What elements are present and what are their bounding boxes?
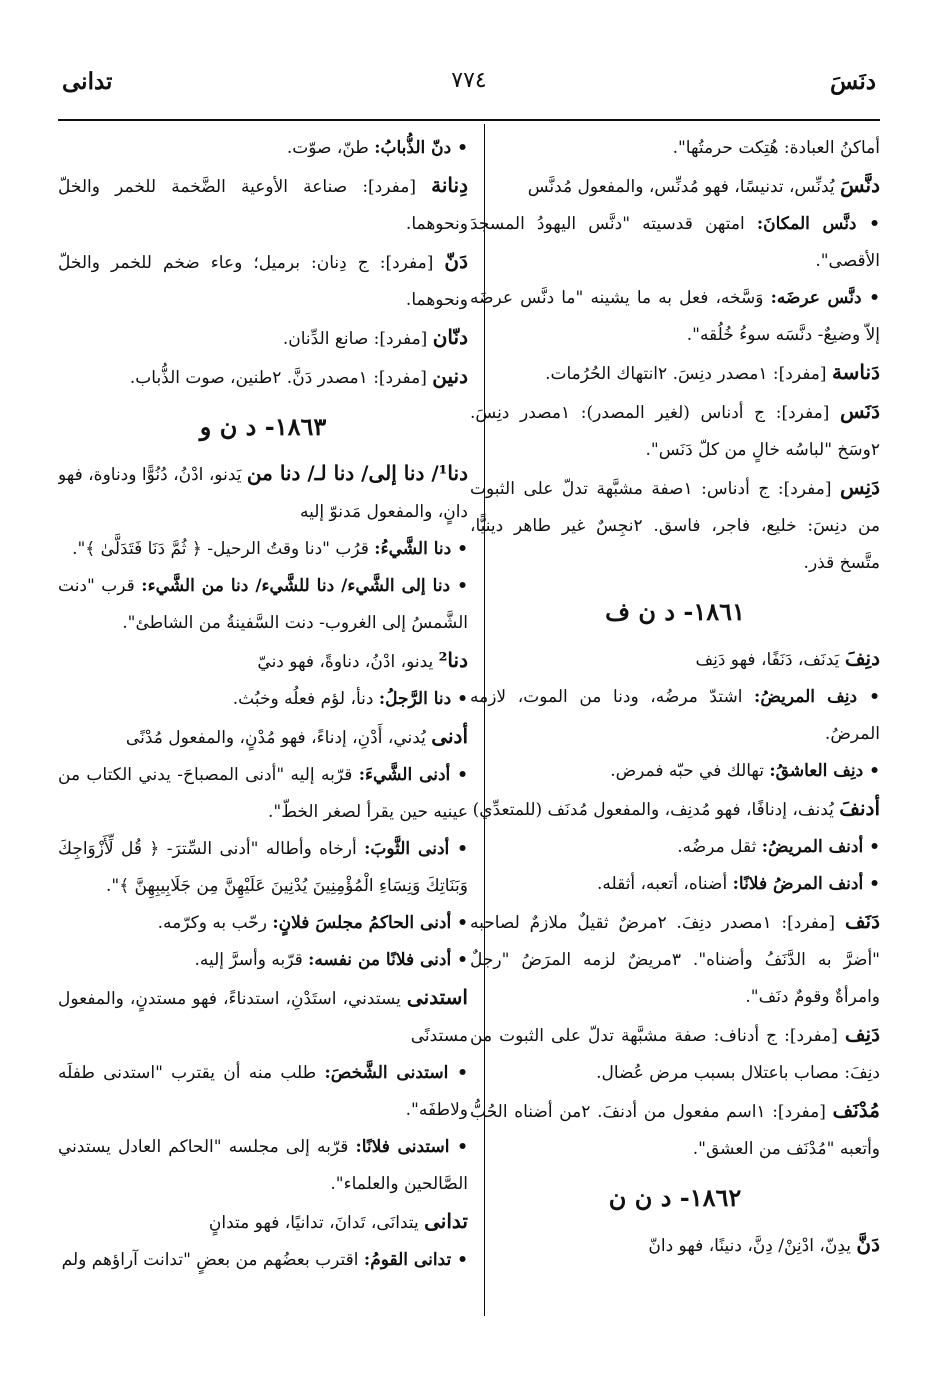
sense-example: • أدنف المرضُ فلانًا: — [732, 874, 880, 894]
definition-text: طلب منه أن يقترب "استدنى طفلَه ولاطفَه". — [58, 1063, 468, 1120]
dictionary-entry — [58, 167, 468, 243]
definition-text: يستدني، استَدْنِ، استدناءً، فهو مستدنٍ، والمفعول مستدنًى — [58, 989, 468, 1046]
right-column — [470, 130, 880, 1320]
definition-text: قرُب "دنا وقتُ الرحيل- ﴿ ثُمَّ دَنَا فَتَدَلَّىٰ ﴾". — [72, 539, 375, 559]
definition-text: [مفرد]: ١مصدر دنِفَ. ٢مرضٌ ثقيلٌ ملازمٌ لصاحبه "أضرَّ به الدَّنَفُ وأضناه". ٣مريضٌ لزمه المرَضُ "رجلٌ وامرأةٌ وقومٌ دنَف". — [470, 913, 880, 1007]
definition-text: [مفرد]: صناعة الأوعية الضَّخمة للخمر والخلّ ونحوهما. — [58, 177, 468, 234]
sense-example: • دنَّس عرضَه: — [770, 288, 880, 308]
headword: دنا² — [438, 648, 468, 672]
definition-text: [مفرد]: ١مصدر دنِسَ. ٢انتهاك الحُرُمات. — [545, 364, 832, 384]
definition-text: [مفرد]: ج أدناف: صفة مشبَّهة تدلّ على الثبوت من دنِفَ: مصاب باعتلال بسبب مرض عُضال. — [470, 1026, 880, 1083]
sense-example: • دنا الرَّجلُ: — [378, 689, 468, 709]
dictionary-entry — [58, 1055, 468, 1129]
dictionary-entry — [470, 280, 880, 354]
dictionary-entry — [58, 568, 468, 642]
dictionary-entry — [58, 1242, 468, 1279]
definition-text: دنأ، لؤم فعلُه وخبُث. — [232, 689, 379, 709]
definition-text: طنّ، صوّت. — [286, 138, 375, 158]
headword: أدنفَ — [839, 796, 880, 820]
dictionary-entry — [58, 319, 468, 358]
definition-text: [مفرد]: صانع الدِّنان. — [282, 329, 433, 349]
dictionary-entry — [470, 469, 880, 582]
dictionary-entry — [58, 979, 468, 1055]
sense-example: • استدنى الشَّخصَ: — [324, 1063, 468, 1083]
definition-text: قرّبه وأسرَّ إليه. — [194, 950, 309, 970]
headword: دِنانة — [431, 173, 468, 197]
definition-text: [مفرد]: ج دِنان: برميل؛ وعاء ضخم للخمر والخلّ ونحوهما. — [58, 253, 468, 310]
definition-text: أماكنُ العبادة: هُتِكت حرمتُها". — [672, 138, 880, 158]
definition-text: [مفرد]: ١اسم مفعول من أدنفَ. ٢من أضناه الحُبُّ وأتعبه "مُدْنَف من العشق". — [470, 1102, 880, 1159]
definition-text: [مفرد]: ج أدناس (لغير المصدر): ١مصدر دنِسَ. ٢وسَخ "لباسُه خالٍ من كلّ دَنَس". — [470, 403, 880, 460]
dictionary-entry — [470, 903, 880, 1016]
definition-text: يَدنو، ادْنُ، دُنُوًّا ودناوة، فهو دانٍ، والمفعول مَدنوّ إليه — [58, 465, 468, 522]
definition-text: يُدني، أَدْنِ، إدناءً، فهو مُدْنٍ، والمفعول مُدْنًى — [125, 728, 432, 748]
dictionary-entry — [58, 757, 468, 831]
sense-example: • أدنى الحاكمُ مجلسَ فلانٍ: — [272, 913, 468, 933]
sense-example: • دنِف المريضُ: — [754, 687, 880, 707]
headword: أدنى — [431, 724, 468, 748]
sense-example: • تدانى القومُ: — [363, 1250, 468, 1270]
dictionary-entry — [58, 1129, 468, 1203]
headword: دنين — [432, 364, 468, 388]
dictionary-entry — [58, 358, 468, 397]
definition-text: أضناه، أتعبه، أثقله. — [596, 874, 733, 894]
dictionary-entry — [58, 905, 468, 942]
dictionary-entry — [58, 718, 468, 757]
headword: دَنِف — [844, 1022, 880, 1046]
definition-text: ثقل مرضُه. — [677, 837, 762, 857]
headword: دنّان — [432, 325, 468, 349]
header-rule — [58, 119, 880, 121]
dictionary-entry — [58, 942, 468, 979]
page-number: ٧٧٤ — [451, 68, 487, 93]
sense-example: • دنَّس المكانَ: — [756, 214, 880, 234]
definition-text: يَدنَف، دَنَفًا، فهو دَنِف — [695, 650, 845, 670]
sense-example: • أدنى الشَّيءَ: — [358, 765, 468, 785]
headword: دنَّسَ — [840, 173, 880, 197]
definition-text: [مفرد]: ١مصدر دَنَّ. ٢طنين، صوت الذُّباب. — [129, 368, 433, 388]
definition-text: أرخاه وأطاله "أدنى السِّترَ- ﴿ قُل لِّأَزْوَاجِكَ وَبَنَاتِكَ وَنِسَاءِ الْمُؤْمِنِينَ يُدْنِينَ عَلَيْهِنَّ مِن جَلَابِيبِهِنَّ ﴾". — [58, 839, 468, 896]
dictionary-entry — [470, 130, 880, 167]
definition-text: يُدنِّس، تدنيسًا، فهو مُدنِّس، والمفعول مُدنَّس — [527, 177, 841, 197]
sense-example: • استدنى فلانًا: — [355, 1137, 468, 1157]
definition-text: تهالك في حبّه فمرض. — [610, 761, 770, 781]
headword: دَنَف — [844, 909, 880, 933]
dictionary-entry — [470, 829, 880, 866]
headword: دنِفَ — [844, 646, 880, 670]
dictionary-entry — [470, 679, 880, 753]
dictionary-entry — [470, 167, 880, 206]
dictionary-entry — [58, 243, 468, 319]
sense-example: • أدنف المريضُ: — [761, 837, 880, 857]
dictionary-entry — [58, 531, 468, 568]
dictionary-entry — [470, 1016, 880, 1092]
headword: تدانى — [424, 1209, 468, 1233]
definition-text: يدنو، ادْنُ، دناوةً، فهو دنيّ — [257, 652, 439, 672]
headword: دَنَس — [840, 399, 880, 423]
definition-text: قرّبه إلى مجلسه "الحاكم العادل يستدني الصَّالحين والعلماء". — [58, 1137, 468, 1194]
definition-text: اقترب بعضُهم من بعضٍ "تدانت آراؤهم ولم — [61, 1250, 364, 1270]
headword: دَنِس — [840, 475, 880, 499]
dictionary-entry — [470, 866, 880, 903]
page-header — [58, 68, 880, 116]
root-heading: ١٨٦٣- د ن و — [199, 412, 327, 441]
definition-text: وَسَّخه، فعل به ما يشينه "ما دنَّس عرضَه إلاّ وضيعٌ- دنَّسَه سوءُ خُلُقه". — [470, 288, 880, 345]
sense-example: • دنّ الذُّبابُ: — [374, 138, 468, 158]
definition-text: [مفرد]: ج أدناس: ١صفة مشبَّهة تدلّ على الثبوت من دنِسَ: خليع، فاجر، فاسق. ٢نجِسٌ غير طاهر دينيًّا، متَّسخ قذر. — [470, 479, 880, 573]
dictionary-entry — [58, 130, 468, 167]
dictionary-entry — [470, 1226, 880, 1265]
definition-text: رحّب به وكرّمه. — [157, 913, 273, 933]
headword: مُدْنَف — [832, 1098, 880, 1122]
running-head-right: دنَسَ — [830, 68, 876, 95]
definition-text: يُدنف، إدنافًا، فهو مُدنِف، والمفعول مُدنَف (للمتعدِّي) — [472, 800, 840, 820]
sense-example: • أدنى الثَّوبَ: — [364, 839, 468, 859]
dictionary-entry — [58, 455, 468, 531]
sense-example: • دنا الشَّيءُ: — [374, 539, 468, 559]
dictionary-entry — [58, 642, 468, 681]
definition-text: قرب "دنت الشَّمسُ إلى الغروب- دنت السَّفينةُ من الشاطئ". — [58, 576, 468, 633]
dictionary-entry — [470, 393, 880, 469]
definition-text: اشتدّ مرضُه، ودنا من الموت، لازمه المرضُ. — [470, 687, 880, 744]
dictionary-entry — [58, 681, 468, 718]
sense-example: • دنِف العاشقُ: — [769, 761, 880, 781]
dictionary-entry — [470, 640, 880, 679]
sense-example: • أدنى فلانًا من نفسه: — [308, 950, 468, 970]
root-heading: ١٨٦١- د ن ف — [605, 597, 745, 626]
dictionary-entry — [470, 1092, 880, 1168]
sense-example: • دنا إلى الشَّيء/ دنا للشَّيء/ دنا من الشَّيء: — [141, 576, 468, 596]
running-head-left: تدانى — [62, 68, 113, 95]
dictionary-entry — [470, 790, 880, 829]
headword: دنا¹/ دنا إلى/ دنا لـ/ دنا من — [246, 461, 468, 485]
headword: استدنى — [406, 985, 468, 1009]
definition-text: امتهن قدسيته "دنَّس اليهودُ المسجدَ الأقصى". — [470, 214, 880, 271]
definition-text: يتدانَى، تَدانَ، تدانيًا، فهو متدانٍ — [208, 1213, 425, 1233]
dictionary-entry — [58, 831, 468, 905]
dictionary-entry — [58, 1203, 468, 1242]
headword: دَنَّ — [856, 1232, 880, 1256]
dictionary-entry — [470, 354, 880, 393]
definition-text: قرّبه إليه "أدنى المصباحَ- يدني الكتاب من عينيه حين يقرأ لصغر الخطّ". — [58, 765, 468, 822]
root-heading: ١٨٦٢- د ن ن — [608, 1183, 742, 1212]
headword: دَناسة — [831, 360, 880, 384]
definition-text: يدِنّ، ادْنِنْ/ دِنَّ، دنينًا، فهو دانّ — [648, 1236, 857, 1256]
dictionary-entry — [470, 206, 880, 280]
left-column — [58, 130, 468, 1320]
headword: دَنّ — [444, 249, 468, 273]
dictionary-entry — [470, 753, 880, 790]
